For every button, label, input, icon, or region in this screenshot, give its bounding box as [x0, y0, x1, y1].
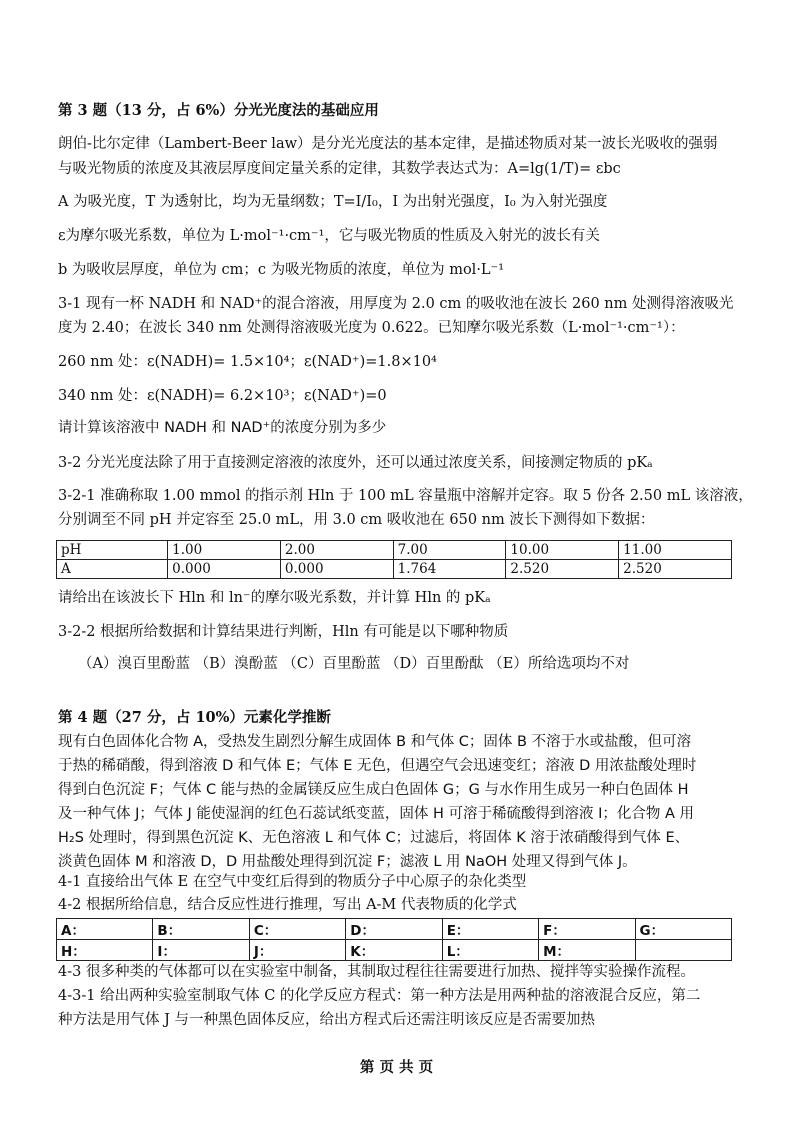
answer-cell[interactable]: J： [249, 940, 345, 961]
q4-3-heading: 4-3 很多种类的气体都可以在实验室中制备，其制取过程往往需要进行加热、搅拌等实验操作流程。 [58, 964, 695, 980]
answer-cell[interactable]: E： [442, 919, 538, 940]
answer-cell[interactable]: D： [346, 919, 442, 940]
q4-paragraph-line: H₂S 处理时，得到黑色沉淀 K、无色溶液 L 和气体 C；过滤后，将固体 K 溶于浓硝酸得到气体 E、 [58, 830, 690, 846]
answer-cell[interactable]: A： [57, 919, 153, 940]
table-row [57, 560, 732, 579]
answer-cell[interactable]: F： [539, 919, 635, 940]
answer-cell-empty[interactable] [635, 940, 731, 961]
table-cell: 10.00 [506, 541, 619, 560]
table-cell: A [57, 560, 168, 579]
table-cell: 0.000 [280, 560, 393, 579]
table-cell: 2.520 [619, 560, 732, 579]
q3-def-epsilon: ε为摩尔吸光系数，单位为 L·mol⁻¹·cm⁻¹，它与吸光物质的性质及入射光的波长有关 [58, 228, 600, 244]
q3-1-line1: 3-1 现有一杯 NADH 和 NAD⁺的混合溶液，用厚度为 2.0 cm 的吸收池在波长 260 nm 处测得溶液吸光 [58, 296, 734, 312]
q3-2-2-options: （A）溴百里酚蓝 （B）溴酚蓝 （C）百里酚蓝 （D）百里酚酞 （E）所给选项均不对 [78, 656, 630, 672]
q3-intro-line2: 与吸光物质的浓度及其液层厚度间定量关系的定律，其数学表达式为：A=lg(1/T)= εbc [58, 161, 621, 177]
table-cell: 1.00 [168, 541, 281, 560]
q3-1-line2: 度为 2.40；在波长 340 nm 处测得溶液吸光度为 0.622。已知摩尔吸光系数（L·mol⁻¹·cm⁻¹）： [58, 320, 685, 336]
ph-absorbance-table [56, 540, 732, 579]
answer-cell[interactable]: K： [346, 940, 442, 961]
table-cell: 2.520 [506, 560, 619, 579]
q4-title: 第 4 题（27 分，占 10%）元素化学推断 [58, 709, 331, 726]
q3-2-heading: 3-2 分光光度法除了用于直接测定溶液的浓度外，还可以通过浓度关系，间接测定物质的 pKₐ [58, 455, 653, 471]
table-cell: 11.00 [619, 541, 732, 560]
q3-2-1-question: 请给出在该波长下 Hln 和 ln⁻的摩尔吸光系数，并计算 Hln 的 pKₐ [58, 590, 491, 606]
table-row [57, 919, 732, 940]
q3-2-1-line1: 3-2-1 准确称取 1.00 mmol 的指示剂 Hln 于 100 mL 容量瓶中溶解并定容。取 5 份各 2.50 mL 该溶液， [58, 488, 753, 504]
table-cell: 2.00 [280, 541, 393, 560]
answer-cell[interactable]: B： [153, 919, 249, 940]
table-cell: pH [57, 541, 168, 560]
q4-paragraph-line: 得到白色沉淀 F；气体 C 能与热的金属镁反应生成白色固体 G；G 与水作用生成另一种白色固体 H [58, 782, 689, 798]
q3-def-b-c: b 为吸收层厚度，单位为 cm；c 为吸光物质的浓度，单位为 mol·L⁻¹ [58, 262, 505, 278]
q4-3-1-line1: 4-3-1 给出两种实验室制取气体 C 的化学反应方程式：第一种方法是用两种盐的溶液混合反应，第二 [58, 988, 701, 1004]
table-row [57, 940, 732, 961]
answer-cell[interactable]: H： [57, 940, 153, 961]
table-row [57, 541, 732, 560]
table-cell: 7.00 [393, 541, 506, 560]
q3-1-question: 请计算该溶液中 NADH 和 NAD⁺的浓度分别为多少 [58, 420, 387, 436]
q4-2-heading: 4-2 根据所给信息，结合反应性进行推理，写出 A-M 代表物质的化学式 [58, 897, 517, 913]
q3-2-1-line2: 分别调至不同 pH 并定容至 25.0 mL，用 3.0 cm 吸收池在 650 nm 波长下测得如下数据： [58, 512, 655, 528]
formula-answer-table [56, 918, 732, 961]
table-cell: 0.000 [168, 560, 281, 579]
q3-intro-line1: 朗伯-比尔定律（Lambert-Beer law）是分光光度法的基本定律，是描述物质对某一波长光吸收的强弱 [58, 136, 718, 152]
q3-title: 第 3 题（13 分，占 6%）分光光度法的基础应用 [58, 102, 379, 119]
answer-cell[interactable]: C： [249, 919, 345, 940]
answer-cell[interactable]: M： [539, 940, 635, 961]
table-cell: 1.764 [393, 560, 506, 579]
q4-paragraph-line: 现有白色固体化合物 A，受热发生剧烈分解生成固体 B 和气体 C；固体 B 不溶于水或盐酸，但可溶 [58, 734, 692, 750]
q3-1-epsilon-260: 260 nm 处：ε(NADH)= 1.5×10⁴；ε(NAD⁺)=1.8×10⁴ [58, 354, 437, 370]
answer-cell[interactable]: G： [635, 919, 731, 940]
q3-1-epsilon-340: 340 nm 处：ε(NADH)= 6.2×10³；ε(NAD⁺)=0 [58, 388, 387, 404]
q4-paragraph-line: 于热的稀硝酸，得到溶液 D 和气体 E；气体 E 无色，但遇空气会迅速变红；溶液 D 用浓盐酸处理时 [58, 758, 697, 774]
answer-cell[interactable]: I： [153, 940, 249, 961]
q4-3-1-line2: 种方法是用气体 J 与一种黑色固体反应，给出方程式后还需注明该反应是否需要加热 [58, 1012, 596, 1028]
answer-cell[interactable]: L： [442, 940, 538, 961]
q4-paragraph-line: 淡黄色固体 M 和溶液 D，D 用盐酸处理得到沉淀 F；滤液 L 用 NaOH 处理又得到气体 J。 [58, 854, 637, 870]
q4-paragraph-line: 及一种气体 J；气体 J 能使湿润的红色石蕊试纸变蓝，固体 H 可溶于稀硫酸得到溶液 I；化合物 A 用 [58, 806, 695, 822]
q4-1-heading: 4-1 直接给出气体 E 在空气中变红后得到的物质分子中心原子的杂化类型 [58, 874, 527, 890]
q3-2-2-heading: 3-2-2 根据所给数据和计算结果进行判断，Hln 有可能是以下哪种物质 [58, 624, 509, 640]
q3-def-absorbance: A 为吸光度，T 为透射比，均为无量纲数；T=I/I₀，I 为出射光强度，I₀ 为入射光强度 [58, 194, 608, 210]
page-footer: 第 页 共 页 [359, 1059, 434, 1076]
